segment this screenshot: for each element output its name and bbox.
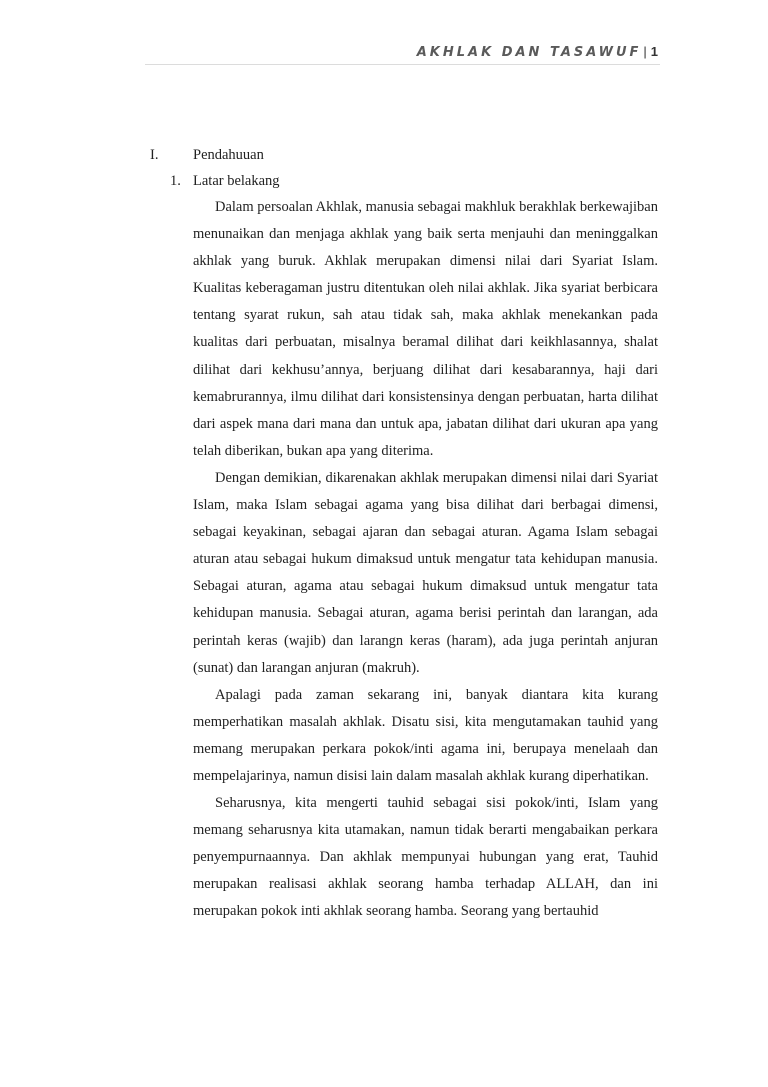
- section-title: Pendahuuan: [193, 147, 264, 163]
- paragraph-block: [193, 194, 658, 926]
- section-heading: [0, 142, 768, 168]
- header-divider: [145, 64, 660, 65]
- paragraph: Seharusnya, kita mengerti tauhid sebagai sisi pokok/inti, Islam yang memang seharusnya kita utamakan, namun tidak berarti mengabaikan perkara penyempurnaannya. Dan akhlak mempunyai hubungan yang erat, Tauhid merupakan realisasi akhlak seorang hamba terhadap ALLAH, dan ini merupakan pokok inti akhlak seorang hamba. Seorang yang bertauhid: [193, 795, 658, 920]
- paragraph: Dengan demikian, dikarenakan akhlak merupakan dimensi nilai dari Syariat Islam, maka Islam sebagai agama yang bisa dilihat dari berbagai dimensi, sebagai keyakinan, sebagai ajaran dan sebagai aturan. Agama Islam sebagai aturan atau sebagai hukum dimaksud untuk mengatur tata kehidupan manusia. Sebagai aturan, agama atau sebagai hukum dimaksud untuk mengatur tata kehidupan manusia. Sebagai aturan, agama berisi perintah dan larangan, ada perintah keras (wajib) dan larangn keras (haram), ada juga perintah anjuran (sunat) dan larangan anjuran (makruh).: [193, 469, 658, 676]
- document-body: [0, 142, 768, 920]
- paragraph: Apalagi pada zaman sekarang ini, banyak diantara kita kurang memperhatikan masalah akhlak. Disatu sisi, kita mengutamakan tauhid yang memang merupakan perkara pokok/inti agama ini, berupaya menelaah dan mempelajarinya, namun disisi lain dalam masalah akhlak kurang diperhatikan.: [193, 686, 658, 784]
- subsection-title: Latar belakang: [193, 173, 280, 189]
- subsection-number: 1.: [170, 173, 181, 189]
- header-separator: |: [643, 44, 647, 59]
- page-number: 1: [650, 44, 658, 59]
- section-number: I.: [150, 147, 159, 163]
- page-header: [417, 44, 658, 60]
- paragraph: Dalam persoalan Akhlak, manusia sebagai makhluk berakhlak berkewajiban menunaikan dan menjaga akhlak yang baik serta menjauhi dan meninggalkan akhlak yang buruk. Akhlak merupakan dimensi nilai dari Syariat Islam. Kualitas keberagaman justru ditentukan oleh nilai akhlak. Jika syariat berbicara tentang syarat rukun, sah atau tidak sah, maka akhlak menekankan pada kualitas dari perbuatan, misalnya beramal dilihat dari keikhlasannya, shalat dilihat dari kekhusu’annya, berjuang dilihat dari kesabarannya, haji dari kemabrurannya, ilmu dilihat dari konsistensinya dengan perbuatan, harta dilihat dari aspek mana dari mana dan untuk apa, jabatan dilihat dari ukuran apa yang telah diberikan, bukan apa yang diterima.: [193, 199, 658, 459]
- header-title: AKHLAK DAN TASAWUF: [416, 45, 642, 60]
- subsection-heading: [0, 168, 768, 194]
